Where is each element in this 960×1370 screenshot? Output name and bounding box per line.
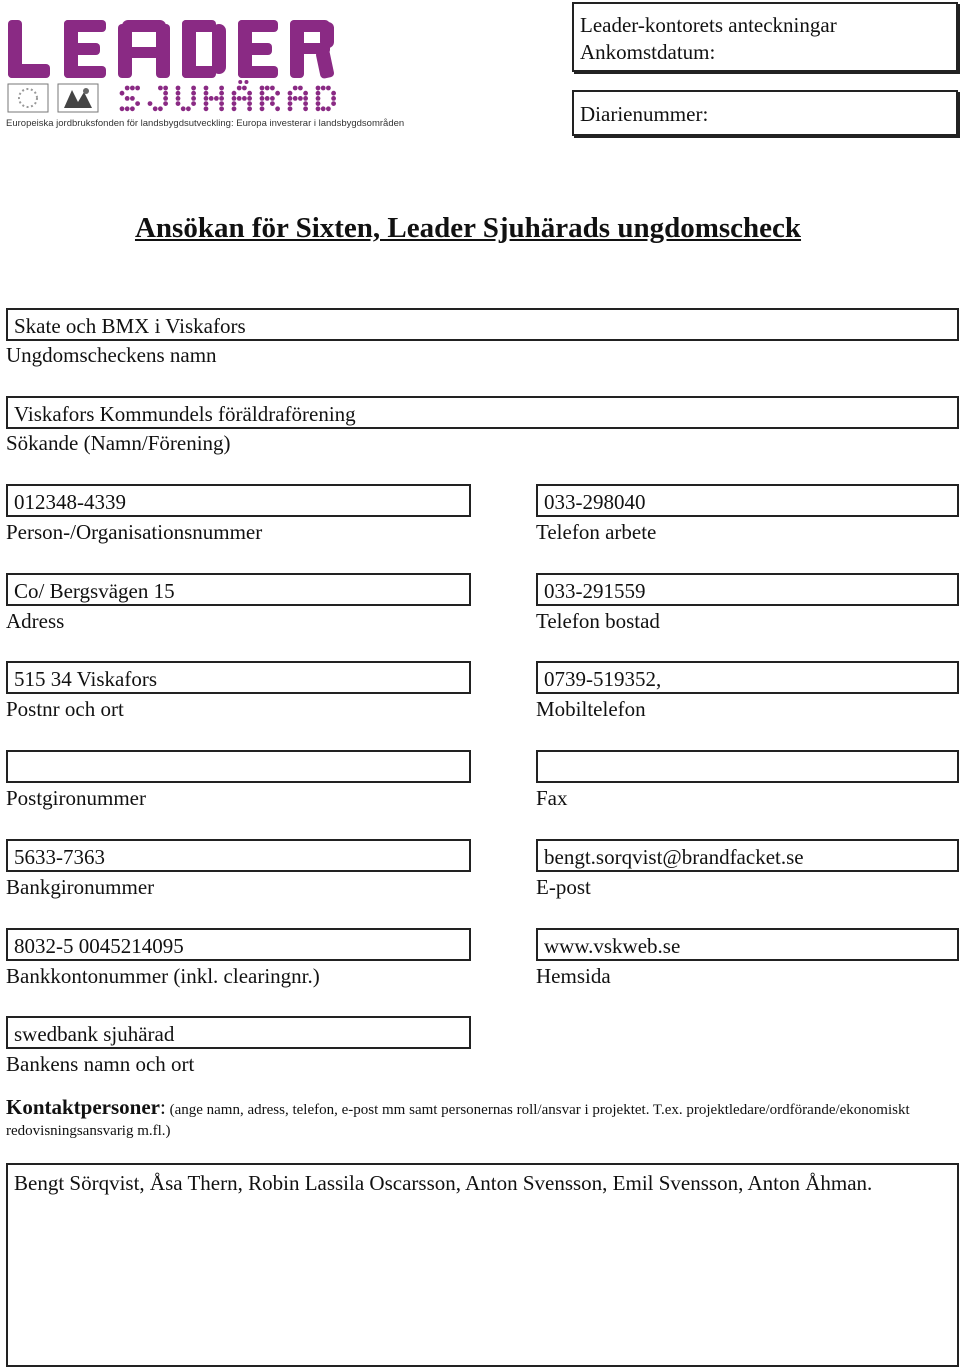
contacts-colon: :: [160, 1095, 166, 1119]
phone-work-field[interactable]: 033-298040: [536, 484, 959, 517]
check-name-label: Ungdomscheckens namn: [6, 343, 217, 367]
address-label: Adress: [6, 609, 65, 633]
postal-field[interactable]: 515 34 Viskafors: [6, 661, 471, 694]
applicant-label: Sökande (Namn/Förening): [6, 431, 231, 455]
page-title: Ansökan för Sixten, Leader Sjuhärads ungdomscheck: [134, 212, 802, 244]
phone-work-label: Telefon arbete: [536, 520, 657, 544]
postgiro-label: Postgironummer: [6, 786, 146, 810]
contacts-heading-line: [6, 1097, 946, 1142]
logo-leader-letters: [8, 20, 335, 79]
mobile-label: Mobiltelefon: [536, 697, 646, 721]
postal-label: Postnr och ort: [6, 697, 124, 721]
bankgiro-field[interactable]: 5633-7363: [6, 839, 471, 872]
applicant-field[interactable]: Viskafors Kommundels föräldraförening: [6, 396, 959, 429]
contacts-field[interactable]: Bengt Sörqvist, Åsa Thern, Robin Lassila Oscarsson, Anton Svensson, Emil Svensson, Anton Åhman.: [6, 1163, 959, 1367]
phone-home-label: Telefon bostad: [536, 609, 660, 633]
mobile-field[interactable]: 0739-519352,: [536, 661, 959, 694]
bank-account-label: Bankkontonummer (inkl. clearingnr.): [6, 964, 320, 988]
leader-sjuharad-logo: [6, 14, 405, 134]
bankgiro-label: Bankgironummer: [6, 875, 155, 899]
email-field[interactable]: bengt.sorqvist@brandfacket.se: [536, 839, 959, 872]
email-label: E-post: [536, 875, 591, 899]
bank-name-label: Bankens namn och ort: [6, 1052, 195, 1076]
postgiro-field[interactable]: [6, 750, 471, 783]
logo-graphic: [6, 14, 351, 114]
bank-account-field[interactable]: 8032-5 0045214095: [6, 928, 471, 961]
bank-name-field[interactable]: swedbank sjuhärad: [6, 1016, 471, 1049]
office-notes-heading: Leader-kontorets anteckningar: [580, 13, 837, 37]
org-number-field[interactable]: 012348-4339: [6, 484, 471, 517]
office-notes-box: [572, 2, 958, 72]
address-field[interactable]: Co/ Bergsvägen 15: [6, 573, 471, 606]
fax-label: Fax: [536, 786, 568, 810]
contacts-heading: Kontaktpersoner: [6, 1095, 160, 1119]
logo-sjuharad-letters: [120, 80, 336, 111]
logo-caption: Europeiska jordbruksfonden för landsbygdsutveckling: Europa investerar i landsbygdsområden: [6, 118, 405, 129]
fax-field[interactable]: [536, 750, 959, 783]
registration-number-box: [572, 90, 958, 136]
registration-number-label: Diarienummer:: [580, 102, 709, 126]
arrival-date-label: Ankomstdatum:: [580, 40, 716, 64]
eu-flag-icon: [8, 84, 48, 112]
check-name-field[interactable]: Skate och BMX i Viskafors: [6, 308, 959, 341]
website-field[interactable]: www.vskweb.se: [536, 928, 959, 961]
leader-emblem-icon: [58, 84, 98, 112]
website-label: Hemsida: [536, 964, 611, 988]
contacts-instructions: (ange namn, adress, telefon, e-post mm samt personernas roll/ansvar i projektet. T.ex. projektledare/ordförande/ekonomiskt redovisningsansvarig m.fl.): [6, 1102, 910, 1139]
phone-home-field[interactable]: 033-291559: [536, 573, 959, 606]
org-number-label: Person-/Organisationsnummer: [6, 520, 263, 544]
